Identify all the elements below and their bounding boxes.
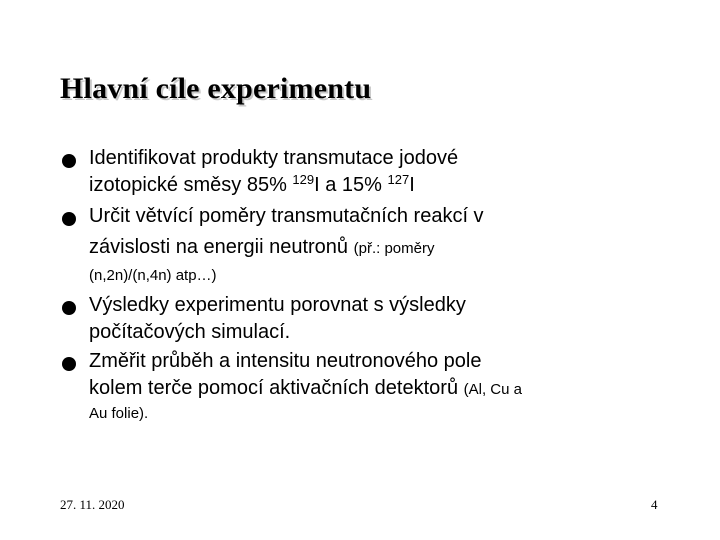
- bullet-line: Výsledky experimentu porovnat s výsledky: [89, 294, 466, 316]
- text-fragment: izotopické směsy 85%: [89, 174, 293, 196]
- bullet-dot-icon: [62, 212, 76, 226]
- text-fragment: I a 15%: [314, 174, 388, 196]
- bullet-list: [62, 145, 702, 425]
- bullet-line: (n,2n)/(n,4n) atp…): [89, 267, 217, 284]
- bullet-line: počítačových simulací.: [89, 321, 291, 343]
- bullet-item: [62, 203, 702, 286]
- text-fragment: (Al, Cu a: [463, 381, 522, 398]
- slide-page-number: 4: [651, 497, 658, 512]
- isotope-mass-number: 129: [292, 172, 315, 187]
- bullet-dot-icon: [62, 357, 76, 371]
- bullet-line: [89, 375, 702, 403]
- bullet-line: Identifikovat produkty transmutace jodové: [89, 147, 459, 169]
- text-fragment: I: [409, 174, 415, 196]
- bullet-line: [89, 172, 702, 199]
- slide-date: 27. 11. 2020: [60, 497, 125, 512]
- text-fragment: závislosti na energii neutronů: [89, 236, 354, 258]
- bullet-line: Au folie).: [89, 405, 149, 422]
- text-fragment: kolem terče pomocí aktivačních detektorů: [89, 377, 464, 399]
- bullet-dot-icon: [62, 154, 76, 168]
- bullet-item: [62, 145, 702, 199]
- bullet-item: [62, 348, 702, 425]
- text-fragment: (př.: poměry: [353, 240, 435, 257]
- isotope-mass-number: 127: [387, 172, 410, 187]
- bullet-line: Určit větvící poměry transmutačních reakcí v: [89, 205, 484, 227]
- slide-title: Hlavní cíle experimentu: [60, 72, 372, 105]
- bullet-dot-icon: [62, 301, 76, 315]
- bullet-item: [62, 292, 702, 346]
- bullet-line: [89, 230, 702, 266]
- bullet-line: Změřit průběh a intensitu neutronového pole: [89, 350, 482, 372]
